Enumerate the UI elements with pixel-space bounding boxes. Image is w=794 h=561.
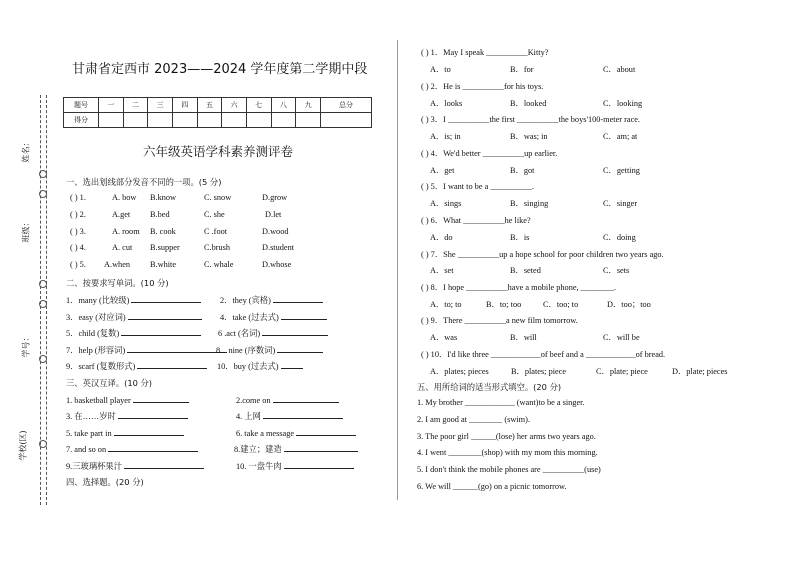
class-label: 班级： bbox=[21, 218, 31, 243]
score-input[interactable] bbox=[148, 113, 173, 128]
question-stem: ( ) 3．I __________the first __________the boys'100-meter race. bbox=[421, 115, 641, 124]
option-b: B.know bbox=[150, 193, 177, 202]
item-prompt: 6 .act (名词) bbox=[218, 329, 261, 338]
fill-item: 6. We will ______(go) on a picnic tomorrow. bbox=[417, 482, 567, 491]
answer-blank[interactable] bbox=[296, 427, 356, 436]
question-stem: ( ) 7．She __________up a hope school for poor children two years ago. bbox=[421, 250, 664, 259]
answer-blank[interactable] bbox=[114, 427, 184, 436]
item-prompt: 5．child (复数) bbox=[66, 329, 120, 338]
option-d: D.student bbox=[262, 243, 295, 252]
item-prompt: 2.come on bbox=[236, 396, 271, 405]
item-prompt: 3．easy (对应词) bbox=[66, 313, 126, 322]
option-d: D．plate; pieces bbox=[672, 367, 728, 376]
option-b: B．to; too bbox=[486, 300, 522, 309]
option-c: C．about bbox=[603, 65, 636, 74]
score-cell: 五 bbox=[197, 98, 222, 113]
item-prompt: 9.三玻璃杯果汁 bbox=[66, 462, 123, 471]
answer-blank[interactable] bbox=[131, 294, 201, 303]
answer-blank[interactable] bbox=[127, 344, 227, 353]
question-stem: ( ) 4．We'd better __________up earlier. bbox=[421, 149, 558, 158]
option-a: A.when bbox=[104, 260, 131, 269]
score-cell: 一 bbox=[99, 98, 124, 113]
option-c: C. whale bbox=[204, 260, 234, 269]
score-cell: 八 bbox=[271, 98, 296, 113]
option-a: A．get bbox=[430, 166, 455, 175]
answer-blank[interactable] bbox=[263, 410, 343, 419]
q-num: ( ) 2. bbox=[70, 210, 86, 219]
option-b: B．seted bbox=[510, 266, 541, 275]
option-b: B.supper bbox=[150, 243, 180, 252]
part4-heading: 四、选择题。(20 分) bbox=[66, 477, 144, 487]
option-c: C. she bbox=[204, 210, 225, 219]
fill-item: 2. I am good at ________ (swim). bbox=[417, 415, 530, 424]
score-header-row bbox=[64, 98, 372, 113]
answer-blank[interactable] bbox=[273, 294, 323, 303]
option-d: D.let bbox=[265, 210, 282, 219]
item-prompt: 4. 上网 bbox=[236, 412, 261, 421]
score-input[interactable] bbox=[271, 113, 296, 128]
item-prompt: 7. and so on bbox=[66, 445, 107, 454]
score-input[interactable] bbox=[246, 113, 271, 128]
score-input[interactable] bbox=[172, 113, 197, 128]
number-label: 学号： bbox=[21, 333, 31, 358]
question-stem: ( ) 6．What __________he like? bbox=[421, 216, 531, 225]
option-c: C．too; to bbox=[543, 300, 579, 309]
part2-heading: 二、按要求写单词。(10 分) bbox=[66, 278, 169, 288]
item-prompt: 6. take a message bbox=[236, 429, 295, 438]
score-cell: 七 bbox=[246, 98, 271, 113]
exam-title: 六年级英语学科素养测评卷 bbox=[143, 144, 294, 159]
answer-blank[interactable] bbox=[284, 443, 358, 452]
fill-item: 4. I went ________(shop) with my mom this morning. bbox=[417, 448, 598, 457]
school-label: 学校(区) bbox=[18, 430, 28, 461]
option-c: C.brush bbox=[204, 243, 231, 252]
school-title: 甘肃省定西市 2023——2024 学年度第二学期中段 bbox=[72, 62, 368, 77]
question-stem: ( ) 10．I'd like three ____________of beef and a ____________of bread. bbox=[421, 350, 666, 359]
answer-blank[interactable] bbox=[262, 327, 328, 336]
option-a: A．is; in bbox=[430, 132, 461, 141]
option-a: A．sings bbox=[430, 199, 462, 208]
question-stem: ( ) 5．I want to be a __________. bbox=[421, 182, 534, 191]
option-b: B．for bbox=[510, 65, 534, 74]
column-divider bbox=[397, 40, 398, 500]
option-b: B.white bbox=[150, 260, 177, 269]
answer-blank[interactable] bbox=[133, 394, 189, 403]
question-stem: ( ) 2．He is __________for his toys. bbox=[421, 82, 544, 91]
part1-heading: 一、选出划线部分发音不同的一项。(5 分) bbox=[66, 177, 222, 187]
option-c: C．singer bbox=[603, 199, 638, 208]
option-b: B．looked bbox=[510, 99, 547, 108]
item-prompt: 4．take (过去式) bbox=[220, 313, 279, 322]
q-num: ( ) 3. bbox=[70, 227, 86, 236]
q-num: ( ) 1. bbox=[70, 193, 86, 202]
item-prompt: 8.建立；建造 bbox=[234, 445, 282, 454]
answer-blank[interactable] bbox=[121, 327, 201, 336]
score-cell: 得分 bbox=[64, 113, 99, 128]
option-a: A．do bbox=[430, 233, 453, 242]
option-b: B．is bbox=[510, 233, 530, 242]
question-stem: ( ) 9．There __________a new film tomorrow. bbox=[421, 316, 578, 325]
item-prompt: 1. basketball player bbox=[66, 396, 131, 405]
option-c: C．looking bbox=[603, 99, 643, 108]
option-b: B．will bbox=[510, 333, 537, 342]
item-prompt: 9．scarf (复数形式) bbox=[66, 362, 136, 371]
answer-blank[interactable] bbox=[108, 443, 198, 452]
fill-item: 3. The poor girl ______(lose) her arms two years ago. bbox=[417, 432, 596, 441]
option-a: A.get bbox=[112, 210, 131, 219]
option-c: C．plate; piece bbox=[596, 367, 648, 376]
answer-blank[interactable] bbox=[124, 460, 204, 469]
option-c: C. snow bbox=[204, 193, 232, 202]
score-input[interactable] bbox=[296, 113, 321, 128]
option-c: C．getting bbox=[603, 166, 640, 175]
option-b: B．got bbox=[510, 166, 535, 175]
option-a: A．to bbox=[430, 65, 451, 74]
fill-item: 1. My brother ____________ (want)to be a singer. bbox=[417, 398, 585, 407]
score-cell: 九 bbox=[296, 98, 321, 113]
name-label: 姓名： bbox=[21, 138, 31, 163]
option-a: A. bow bbox=[112, 193, 137, 202]
score-input[interactable] bbox=[123, 113, 148, 128]
option-a: A. room bbox=[112, 227, 140, 236]
score-cell: 三 bbox=[148, 98, 173, 113]
score-value-row bbox=[64, 113, 372, 128]
option-b: B．was; in bbox=[510, 132, 548, 141]
option-a: A．set bbox=[430, 266, 454, 275]
score-cell: 四 bbox=[172, 98, 197, 113]
answer-blank[interactable] bbox=[281, 311, 327, 320]
option-c: C．doing bbox=[603, 233, 636, 242]
part5-heading: 五、用所给词的适当形式填空。(20 分) bbox=[417, 382, 562, 392]
part3-heading: 三、英汉互译。(10 分) bbox=[66, 378, 153, 388]
score-input[interactable] bbox=[222, 113, 247, 128]
score-input[interactable] bbox=[321, 113, 372, 128]
item-prompt: 2．they (宾格) bbox=[220, 296, 271, 305]
score-cell: 总分 bbox=[321, 98, 372, 113]
item-prompt: 7．help (形容词) bbox=[66, 346, 126, 355]
item-prompt: 3. 在……岁时 bbox=[66, 412, 116, 421]
item-prompt: 8．nine (序数词) bbox=[216, 346, 276, 355]
item-prompt: 10. 一盘牛肉 bbox=[236, 462, 282, 471]
option-c: C．will be bbox=[603, 333, 640, 342]
q-num: ( ) 4. bbox=[70, 243, 86, 252]
answer-blank[interactable] bbox=[137, 360, 207, 369]
item-prompt: 10．buy (过去式) bbox=[217, 362, 279, 371]
option-b: B．plates; piece bbox=[511, 367, 567, 376]
score-input[interactable] bbox=[99, 113, 124, 128]
answer-blank[interactable] bbox=[284, 460, 354, 469]
option-a: A．was bbox=[430, 333, 458, 342]
score-table bbox=[63, 97, 372, 128]
p1-q1 bbox=[70, 193, 86, 202]
score-cell: 六 bbox=[222, 98, 247, 113]
question-stem: ( ) 1．May I speak __________Kitty? bbox=[421, 48, 549, 57]
score-input[interactable] bbox=[197, 113, 222, 128]
question-stem: ( ) 8．I hope __________have a mobile phone, ________. bbox=[421, 283, 616, 292]
answer-blank[interactable] bbox=[118, 410, 188, 419]
option-d: D．too；too bbox=[607, 300, 651, 309]
q-num: ( ) 5. bbox=[70, 260, 86, 269]
score-cell: 题号 bbox=[64, 98, 99, 113]
option-c: C．am; at bbox=[603, 132, 638, 141]
option-a: A．to; to bbox=[430, 300, 462, 309]
answer-blank[interactable] bbox=[128, 311, 202, 320]
option-a: A．plates; pieces bbox=[430, 367, 489, 376]
option-b: B. cook bbox=[150, 227, 176, 236]
fill-item: 5. I don't think the mobile phones are __________(use) bbox=[417, 465, 601, 474]
option-d: D.grow bbox=[262, 193, 288, 202]
answer-blank[interactable] bbox=[277, 344, 323, 353]
option-c: C .foot bbox=[204, 227, 228, 236]
answer-blank[interactable] bbox=[281, 360, 303, 369]
option-a: A. cut bbox=[112, 243, 133, 252]
option-c: C．sets bbox=[603, 266, 630, 275]
answer-blank[interactable] bbox=[273, 394, 339, 403]
item-prompt: 1．many (比较级) bbox=[66, 296, 130, 305]
option-d: D.wood bbox=[262, 227, 289, 236]
option-b: B.bed bbox=[150, 210, 170, 219]
score-cell: 二 bbox=[123, 98, 148, 113]
option-d: D.whose bbox=[262, 260, 292, 269]
option-a: A．looks bbox=[430, 99, 463, 108]
option-b: B．singing bbox=[510, 199, 549, 208]
item-prompt: 5. take part in bbox=[66, 429, 112, 438]
